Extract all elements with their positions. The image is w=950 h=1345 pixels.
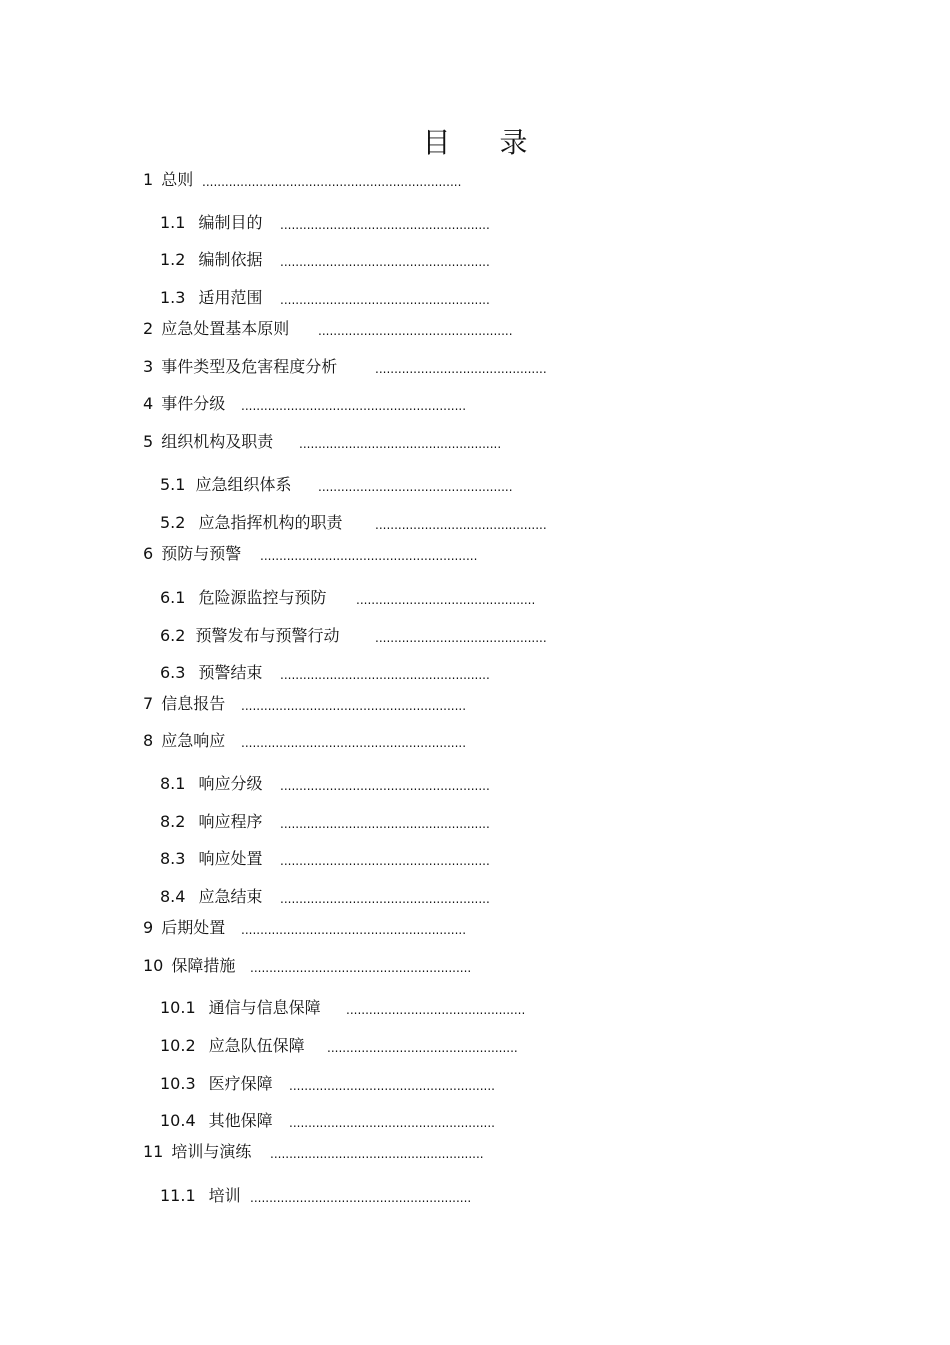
toc-entry-leader-dots: .................................................................... bbox=[202, 175, 462, 189]
toc-entry-leader-dots: ............................................. bbox=[375, 631, 547, 645]
toc-entry-leader-dots: ............................................. bbox=[375, 518, 547, 532]
toc-entry-title: 信息报告 bbox=[161, 694, 226, 713]
toc-entry-title: 响应程序 bbox=[198, 812, 263, 831]
toc-entry bbox=[143, 956, 235, 976]
toc-entry-leader-dots: ............................................. bbox=[375, 362, 547, 376]
toc-entry-leader-dots: ....................................................... bbox=[280, 668, 490, 682]
toc-entry-title: 应急队伍保障 bbox=[208, 1036, 305, 1055]
toc-entry bbox=[143, 694, 225, 714]
toc-entry-leader-dots: .......................................................... bbox=[250, 1191, 472, 1205]
toc-entry-title: 培训 bbox=[208, 1186, 241, 1205]
toc-entry bbox=[143, 394, 225, 414]
toc-entry-number: 5.1 bbox=[160, 475, 186, 494]
toc-entry-leader-dots: ........................................................... bbox=[241, 736, 467, 750]
toc-entry bbox=[160, 1036, 305, 1056]
toc-entry-title: 应急组织体系 bbox=[195, 475, 292, 494]
toc-entry-title: 培训与演练 bbox=[171, 1142, 252, 1161]
toc-entry bbox=[160, 1186, 241, 1206]
toc-entry-leader-dots: .................................................. bbox=[327, 1041, 518, 1055]
toc-entry bbox=[143, 432, 273, 452]
toc-entry-leader-dots: ........................................................... bbox=[241, 699, 467, 713]
toc-entry-number: 1.3 bbox=[160, 288, 186, 307]
toc-entry-title: 适用范围 bbox=[198, 288, 263, 307]
toc-entry bbox=[143, 1142, 251, 1162]
toc-entry bbox=[160, 887, 262, 907]
toc-entry-title: 总则 bbox=[161, 170, 194, 189]
toc-entry-title: 通信与信息保障 bbox=[208, 998, 321, 1017]
toc-entry bbox=[143, 170, 193, 190]
toc-entry-title: 组织机构及职责 bbox=[161, 432, 274, 451]
toc-entry-number: 2 bbox=[143, 319, 154, 338]
toc-entry-title: 响应处置 bbox=[198, 849, 263, 868]
toc-entry-leader-dots: ................................................... bbox=[318, 324, 513, 338]
toc-entry-title: 预防与预警 bbox=[161, 544, 242, 563]
toc-entry-title: 编制依据 bbox=[198, 250, 263, 269]
toc-entry-title: 事件类型及危害程度分析 bbox=[161, 357, 338, 376]
toc-entry-title: 医疗保障 bbox=[208, 1074, 273, 1093]
toc-entry-number: 8.1 bbox=[160, 774, 186, 793]
toc-entry-number: 1.2 bbox=[160, 250, 186, 269]
toc-entry bbox=[160, 588, 326, 608]
toc-entry bbox=[160, 1074, 273, 1094]
toc-entry-leader-dots: ......................................................... bbox=[260, 549, 478, 563]
toc-entry bbox=[160, 1111, 273, 1131]
toc-entry-title: 预警发布与预警行动 bbox=[195, 626, 340, 645]
toc-entry-leader-dots: ....................................................... bbox=[280, 817, 490, 831]
toc-entry-title: 其他保障 bbox=[208, 1111, 273, 1130]
page-title: 目 录 bbox=[422, 126, 548, 159]
toc-entry-title: 响应分级 bbox=[198, 774, 263, 793]
toc-entry bbox=[143, 357, 337, 377]
toc-entry-number: 3 bbox=[143, 357, 154, 376]
toc-entry-number: 7 bbox=[143, 694, 154, 713]
toc-entry-number: 10.2 bbox=[160, 1036, 196, 1055]
toc-entry-leader-dots: ....................................................... bbox=[280, 892, 490, 906]
toc-entry-title: 编制目的 bbox=[198, 213, 263, 232]
toc-entry-title: 应急处置基本原则 bbox=[161, 319, 290, 338]
toc-entry-title: 后期处置 bbox=[161, 918, 226, 937]
toc-entry-number: 11.1 bbox=[160, 1186, 196, 1205]
toc-entry-number: 4 bbox=[143, 394, 154, 413]
toc-entry bbox=[160, 812, 262, 832]
toc-entry-leader-dots: ............................................... bbox=[346, 1003, 526, 1017]
toc-entry-title: 应急指挥机构的职责 bbox=[198, 513, 343, 532]
toc-entry bbox=[160, 475, 291, 495]
toc-entry-number: 5.2 bbox=[160, 513, 186, 532]
toc-entry-number: 5 bbox=[143, 432, 154, 451]
toc-entry-number: 1.1 bbox=[160, 213, 186, 232]
toc-entry bbox=[143, 918, 225, 938]
toc-entry-number: 6.3 bbox=[160, 663, 186, 682]
toc-entry bbox=[160, 288, 262, 308]
toc-entry-number: 8.2 bbox=[160, 812, 186, 831]
toc-entry-number: 1 bbox=[143, 170, 154, 189]
toc-entry-number: 10.3 bbox=[160, 1074, 196, 1093]
toc-entry bbox=[160, 626, 339, 646]
toc-entry-title: 危险源监控与预防 bbox=[198, 588, 327, 607]
toc-entry bbox=[160, 513, 342, 533]
toc-entry-leader-dots: ........................................................ bbox=[270, 1147, 484, 1161]
toc-entry-number: 9 bbox=[143, 918, 154, 937]
toc-entry-leader-dots: ....................................................... bbox=[280, 779, 490, 793]
toc-entry-leader-dots: ....................................................... bbox=[280, 293, 490, 307]
toc-entry-number: 8.3 bbox=[160, 849, 186, 868]
toc-entry-number: 6 bbox=[143, 544, 154, 563]
toc-entry-number: 10 bbox=[143, 956, 164, 975]
toc-entry bbox=[143, 319, 289, 339]
toc-entry-number: 11 bbox=[143, 1142, 164, 1161]
toc-entry-leader-dots: ........................................................... bbox=[241, 399, 467, 413]
toc-entry-number: 8 bbox=[143, 731, 154, 750]
toc-entry-title: 保障措施 bbox=[171, 956, 236, 975]
toc-entry-title: 预警结束 bbox=[198, 663, 263, 682]
toc-entry bbox=[143, 544, 241, 564]
toc-entry bbox=[143, 731, 225, 751]
toc-entry-leader-dots: ...................................................... bbox=[289, 1116, 495, 1130]
toc-entry-leader-dots: ..................................................... bbox=[299, 437, 502, 451]
toc-entry bbox=[160, 998, 321, 1018]
toc-entry-number: 10.4 bbox=[160, 1111, 196, 1130]
toc-entry-leader-dots: ............................................... bbox=[356, 593, 536, 607]
toc-entry bbox=[160, 213, 262, 233]
toc-entry-number: 6.2 bbox=[160, 626, 186, 645]
toc-entry-number: 8.4 bbox=[160, 887, 186, 906]
toc-entry-leader-dots: ....................................................... bbox=[280, 255, 490, 269]
toc-entry-title: 事件分级 bbox=[161, 394, 226, 413]
toc-entry-leader-dots: ................................................... bbox=[318, 480, 513, 494]
toc-entry-number: 6.1 bbox=[160, 588, 186, 607]
toc-entry-leader-dots: ........................................................... bbox=[241, 923, 467, 937]
toc-entry-leader-dots: ...................................................... bbox=[289, 1079, 495, 1093]
toc-entry-leader-dots: ....................................................... bbox=[280, 218, 490, 232]
toc-entry-leader-dots: ....................................................... bbox=[280, 854, 490, 868]
toc-entry-number: 10.1 bbox=[160, 998, 196, 1017]
toc-entry bbox=[160, 774, 262, 794]
toc-entry bbox=[160, 250, 262, 270]
toc-entry bbox=[160, 663, 262, 683]
toc-entry bbox=[160, 849, 262, 869]
toc-entry-leader-dots: .......................................................... bbox=[250, 961, 472, 975]
toc-entry-title: 应急响应 bbox=[161, 731, 226, 750]
toc-entry-title: 应急结束 bbox=[198, 887, 263, 906]
